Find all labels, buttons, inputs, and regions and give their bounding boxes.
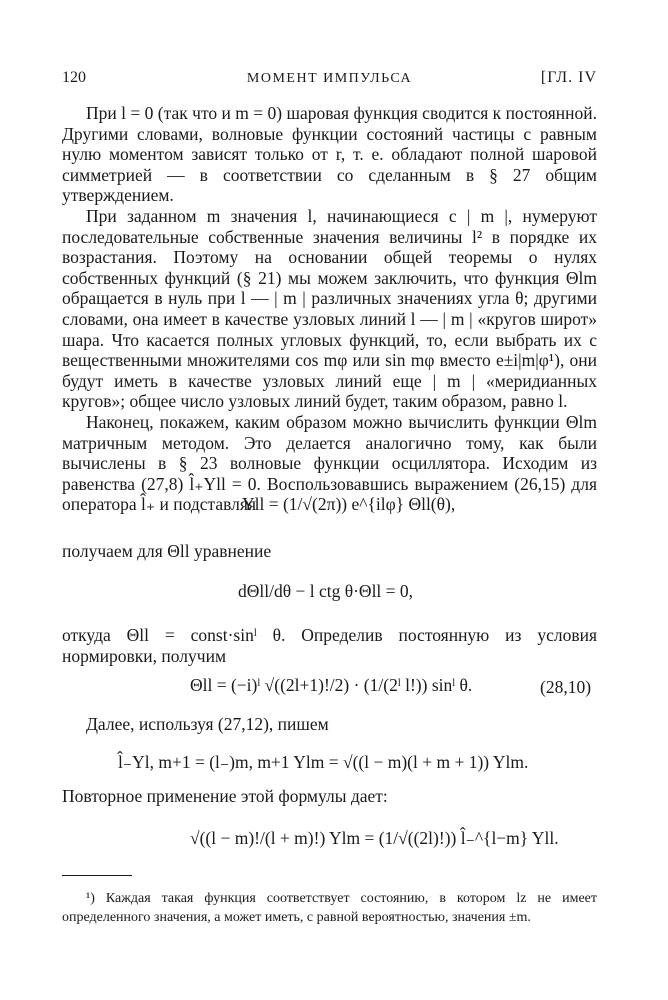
- body-text-2: [62, 625, 597, 666]
- footnote-rule: [62, 875, 132, 876]
- footnote: [62, 889, 597, 927]
- page-number: 120: [62, 69, 86, 86]
- body-text: [62, 103, 597, 515]
- equation-2: dΘll/dθ − l ctg θ·Θll = 0,: [238, 581, 414, 601]
- paragraph-3: Наконец, покажем, каким образом можно вычислить функции Θlm матричным методом. Это делается аналогично тому, как были вычислены в § 23 волновые функции осциллятора. Исходим из равенства (27,8) l̂₊Yll = 0. Воспользовавшись выражением (26,15) для оператора l̂₊ и подставляя: [62, 411, 597, 515]
- paragraph-4: получаем для Θll уравнение: [62, 541, 272, 561]
- equation-3: Θll = (−i)ˡ √((2l+1)!/2) · (1/(2ˡ l!)) sinˡ θ.: [190, 675, 473, 695]
- paragraph-6: Далее, используя (27,12), пишем: [86, 714, 329, 734]
- equation-5: √((l − m)!/(l + m)!) Ylm = (1/√((2l)!)) l̂₋^{l−m} Yll.: [190, 828, 559, 848]
- footnote-text: ¹) Каждая такая функция соответствует состоянию, в котором lz не имеет определенного значения, а может иметь, с равной вероятностью, значения ±m.: [62, 891, 597, 925]
- chapter-label: [ГЛ. IV: [540, 69, 597, 86]
- running-header: [62, 69, 597, 89]
- paragraph-5: откуда Θll = const·sinˡ θ. Определив постоянную из условия нормировки, получим: [62, 625, 597, 666]
- equation-number: (28,10): [540, 677, 592, 697]
- equation-4: l̂₋Yl, m+1 = (l₋)m, m+1 Ylm = √((l − m)(l + m + 1)) Ylm.: [118, 752, 529, 772]
- paragraph-2: При заданном m значения l, начинающиеся с | m |, нумеруют последовательные собственные значения величины l² в порядке их возрастания. Поэтому на основании общей теоремы о нулях собственных функций (§ 21) мы можем заключить, что функция Θlm обращается в нуль при l — | m | различных значениях угла θ; другими словами, она имеет в качестве узловых линий l — | m | «кругов широт» шара. Что касается полных угловых функций, то, если выбрать их с вещественными множителями cos mφ или sin mφ вместо e±i|m|φ¹), они будут иметь в качестве узловых линий еще | m | «меридианных кругов»; общее число узловых линий будет, таким образом, равно l.: [62, 205, 597, 412]
- running-title: МОМЕНТ ИМПУЛЬСА: [246, 71, 413, 86]
- paragraph-1: При l = 0 (так что и m = 0) шаровая функция сводится к постоянной. Другими словами, волновые функции состояний частицы с равным нулю моментом зависят только от r, т. е. обладают полной шаровой симметрией — в соответствии со сделанным в § 27 общим утверждением.: [62, 103, 597, 206]
- paragraph-7: Повторное применение этой формулы дает:: [62, 786, 388, 806]
- equation-1: Yll = (1/√(2π)) e^{ilφ} Θll(θ),: [242, 494, 456, 514]
